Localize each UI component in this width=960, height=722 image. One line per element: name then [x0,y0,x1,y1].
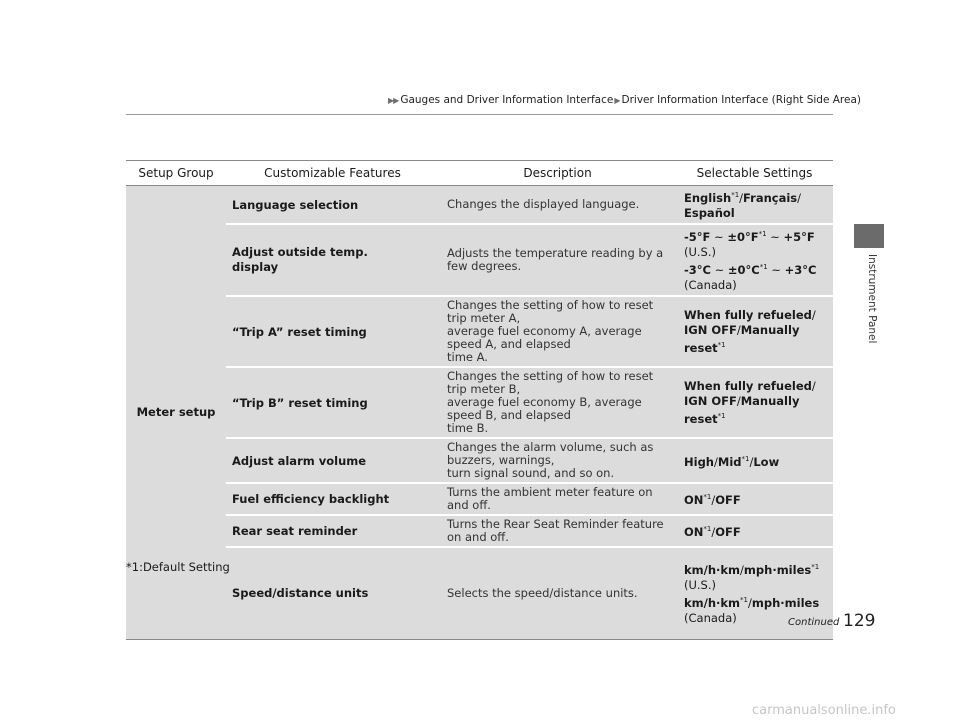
region-label: (U.S.) [684,245,717,259]
setting-option: ±0°C [727,263,760,277]
setting-option: High [684,454,714,469]
column-header: Customizable Features [226,161,439,186]
setting-option: +5°F [783,230,815,244]
selectable-settings [676,367,833,438]
description-line: time B. [447,421,489,435]
footnote-marker: *1 [740,596,749,605]
selectable-settings [676,296,833,367]
setting-option: Manually reset [684,393,800,426]
setting-option: When fully refueled [684,307,812,322]
region-label: (Canada) [684,611,737,626]
setting-option: km/h [684,596,717,611]
feature-name: Adjust alarm volume [226,438,439,483]
footnote-marker: *1 [741,454,750,463]
feature-name [226,224,439,296]
breadcrumb-item[interactable]: Gauges and Driver Information Interface [400,94,614,106]
footnote-marker: *1 [811,563,820,572]
footnote-marker: *1 [703,525,712,533]
table-row [126,547,833,639]
setting-option: mph [743,563,773,578]
description-line: Changes the setting of how to reset trip meter B, [447,369,654,396]
page-number: 129 [843,611,876,631]
description-line: Changes the setting of how to reset trip meter A, [447,298,654,325]
setting-separator: ~ [710,263,728,277]
table-row [126,483,833,515]
watermark: carmanualsonline.info [752,703,896,718]
breadcrumb [388,94,861,106]
region-label: (Canada) [684,278,737,292]
footnote-marker: *1 [731,191,740,199]
selectable-settings [676,483,833,515]
feature-description: Changes the displayed language. [439,186,676,225]
setting-option: When fully refueled [684,378,812,393]
setting-option: Español [684,206,735,220]
setting-option: -5°F [684,230,711,244]
feature-name: “Trip B” reset timing [226,367,439,438]
setting-option: +3°C [784,263,817,277]
selectable-settings [676,438,833,483]
column-header: Selectable Settings [676,161,833,186]
setting-separator: / [811,307,816,322]
footnote-marker: *1 [703,493,712,501]
setting-separator: · [780,596,785,611]
setting-option: Français [743,191,798,205]
column-header: Setup Group [126,161,226,186]
feature-name-line: Adjust outside temp. [232,245,368,259]
feature-name-line: display [232,260,279,274]
setting-option: Manually reset [684,322,800,355]
selectable-settings [676,224,833,296]
table-row [126,186,833,225]
table-row [126,515,833,547]
column-header: Description [439,161,676,186]
selectable-settings [676,515,833,547]
setting-separator: / [748,596,752,611]
feature-name: Rear seat reminder [226,515,439,547]
section-tab [854,224,884,248]
setting-option: Low [753,454,780,469]
description-line: time A. [447,350,488,364]
setting-option: ON [684,525,704,539]
setting-separator: / [749,454,754,469]
setting-separator: / [740,563,744,578]
feature-description [439,438,676,483]
setting-separator: ~ [710,230,728,244]
setting-separator: / [711,493,716,507]
setting-option: OFF [715,493,741,507]
setting-option: miles [776,563,812,578]
setting-option: km/h [684,563,717,578]
setting-separator: / [736,393,741,408]
setting-option: OFF [715,525,741,539]
settings-table [126,160,833,640]
description-line: Changes the alarm volume, such as buzzers, warnings, [447,440,654,467]
footnote: *1:Default Setting [126,560,230,574]
table-row [126,367,833,438]
continued-label: Continued [788,617,840,628]
breadcrumb-arrow-icon: ▶▶ [388,96,399,105]
setting-separator: · [716,563,721,578]
footnote-marker: *1 [758,230,767,238]
setting-separator: / [736,322,741,337]
setting-option: -3°C [684,263,711,277]
table-row [126,224,833,296]
setting-option: km [720,563,741,578]
description-line: turn signal sound, and so on. [447,466,615,480]
table-row [126,296,833,367]
footnote-marker: *1 [717,411,726,420]
setting-separator: · [772,563,777,578]
feature-description: Selects the speed/distance units. [439,547,676,639]
feature-name: Speed/distance units [226,547,439,639]
feature-description [439,296,676,367]
feature-description: Turns the Rear Seat Reminder feature on and off. [439,515,676,547]
table-header-row [126,161,833,186]
description-line: average fuel economy B, average speed B, and elapsed [447,395,642,422]
region-label: (U.S.) [684,578,717,593]
setting-separator: / [711,525,716,539]
footnote-marker: *1 [717,340,726,349]
setting-option: mph [751,596,781,611]
feature-name: Fuel efficiency backlight [226,483,439,515]
setting-separator: / [714,454,718,469]
section-label: Instrument Panel [866,254,878,344]
feature-description: Turns the ambient meter feature on and off. [439,483,676,515]
setting-option: Mid [717,454,742,469]
breadcrumb-arrow-icon: ▶ [614,96,621,105]
setting-separator: / [739,191,744,205]
setting-option: miles [784,596,820,611]
footnote-marker: *1 [759,263,768,271]
setting-separator: ~ [767,263,785,277]
feature-name: Language selection [226,186,439,225]
setting-option: IGN OFF [684,393,737,408]
selectable-settings [676,186,833,225]
setting-separator: ~ [766,230,784,244]
setting-option: IGN OFF [684,322,737,337]
setting-separator: / [797,191,802,205]
setting-option: ON [684,493,704,507]
setting-separator: · [716,596,721,611]
feature-description: Adjusts the temperature reading by a few degrees. [439,224,676,296]
feature-description [439,367,676,438]
setup-group: Meter setup [126,186,226,640]
header-divider [126,114,833,115]
setting-option: km [720,596,741,611]
description-line: average fuel economy A, average speed A, and elapsed [447,324,642,351]
table-row [126,438,833,483]
setting-option: English [684,191,732,205]
breadcrumb-item[interactable]: Driver Information Interface (Right Side Area) [621,94,862,106]
setting-separator: / [811,378,816,393]
feature-name: “Trip A” reset timing [226,296,439,367]
setting-option: ±0°F [727,230,759,244]
